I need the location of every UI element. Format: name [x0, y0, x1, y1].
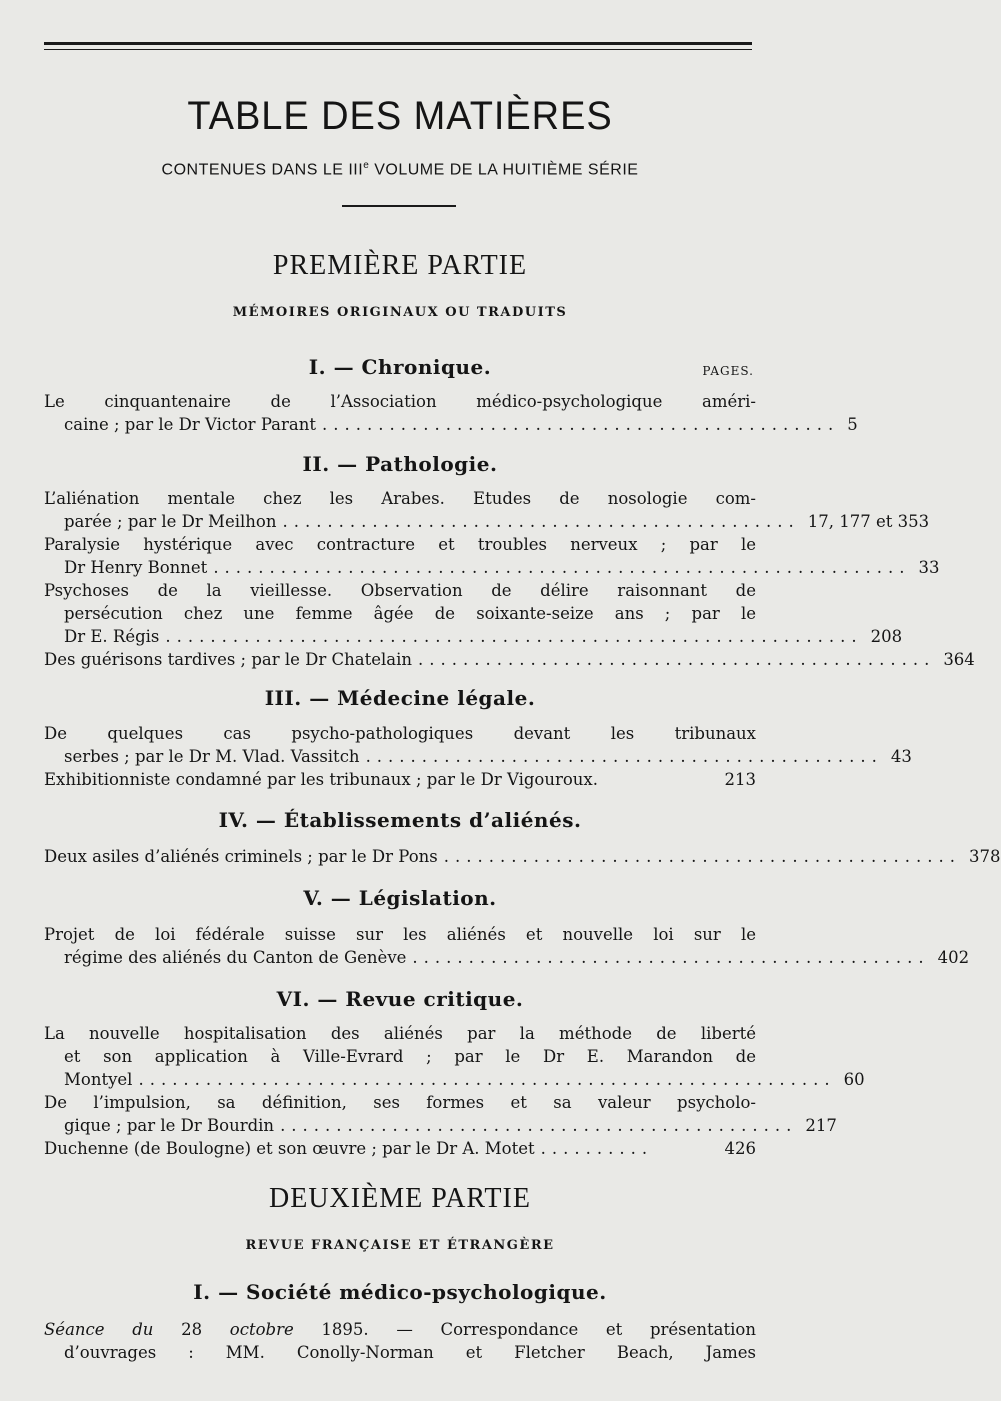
page-number: 5	[847, 415, 858, 434]
entry-line-last: gique ; par le Dr Bourdin .............................................. 217	[64, 1116, 837, 1135]
entry-line-last: Dr E. Régis .............................................................. 208	[64, 627, 903, 646]
entry-line-last: Des guérisons tardives ; par le Dr Chatelain .............................................. 364	[44, 650, 975, 669]
entry-line-last: Montyel .............................................................. 60	[64, 1070, 865, 1089]
pages-column-label: PAGES.	[702, 364, 754, 378]
toc-entry-meilhon	[44, 487, 930, 533]
section-heading-societe: I. — Société médico-psychologique.	[193, 1280, 607, 1304]
page-number: 426	[724, 1139, 756, 1158]
top-rule-thin	[44, 49, 752, 50]
entry-line-last: parée ; par le Dr Meilhon .............................................. 17, 177 et 353	[64, 512, 930, 531]
part-subtitle-2: REVUE FRANÇAISE ET ÉTRANGÈRE	[245, 1238, 555, 1253]
entry-line-last: régime des aliénés du Canton de Genève .............................................. 402	[64, 948, 970, 967]
page-number: 378	[969, 847, 1001, 866]
toc-entry-chatelain	[44, 648, 975, 671]
part-title-2: DEUXIÈME PARTIE	[269, 1183, 531, 1214]
entry-line: La nouvelle hospitalisation des aliénés par la méthode de liberté	[44, 1024, 756, 1043]
toc-entry-vassitch	[44, 722, 912, 768]
section-heading-revue-critique: VI. — Revue critique.	[276, 987, 524, 1011]
entry-line: L’aliénation mentale chez les Arabes. Etudes de nosologie com-	[44, 489, 756, 508]
toc-entry-motet	[44, 1137, 756, 1160]
entry-line: d’ouvrages : MM. Conolly-Norman et Fletcher Beach, James	[64, 1343, 756, 1362]
toc-entry-marandon	[44, 1022, 865, 1091]
entry-line-last: caine ; par le Dr Victor Parant .............................................. 5	[64, 415, 858, 434]
entry-line: De l’impulsion, sa définition, ses formes et sa valeur psycholo-	[44, 1093, 756, 1112]
section-heading-chronique: I. — Chronique.	[308, 355, 492, 379]
page-number: 33	[918, 558, 940, 577]
toc-entry-regis	[44, 579, 903, 648]
toc-entry-parant	[44, 390, 858, 436]
entry-line-last: Duchenne (de Boulogne) et son œuvre ; par le Dr A. Motet .......... 426	[44, 1139, 756, 1158]
page-number: 213	[724, 770, 756, 789]
entry-line: Le cinquantenaire de l’Association médico-psychologique améri-	[44, 392, 756, 411]
section-heading-etablissements: IV. — Établissements d’aliénés.	[218, 808, 582, 832]
section-heading-medecine-legale: III. — Médecine légale.	[264, 686, 536, 710]
page-subtitle: CONTENUES DANS LE IIIe VOLUME DE LA HUITIÈME SÉRIE	[161, 160, 639, 179]
entry-line: De quelques cas psycho-pathologiques devant les tribunaux	[44, 724, 756, 743]
entry-line-last: Exhibitionniste condamné par les tribunaux ; par le Dr Vigouroux. 213	[44, 770, 756, 789]
page-number: 208	[870, 627, 903, 646]
entry-line: persécution chez une femme âgée de soixante-seize ans ; par le	[64, 604, 756, 623]
toc-entry-seance	[44, 1318, 756, 1364]
toc-entry-projet-loi	[44, 923, 970, 969]
page-number: 402	[937, 948, 970, 967]
entry-line-last: Deux asiles d’aliénés criminels ; par le Dr Pons .............................................. 378	[44, 847, 1001, 866]
top-rule-thick	[44, 42, 752, 45]
page-number: 364	[943, 650, 975, 669]
divider-rule	[342, 205, 456, 207]
part-subtitle-1: MÉMOIRES ORIGINAUX OU TRADUITS	[232, 305, 568, 320]
page-number: 17, 177 et 353	[807, 512, 930, 531]
entry-line: Psychoses de la vieillesse. Observation de délire raisonnant de	[44, 581, 756, 600]
entry-line-last: Dr Henry Bonnet .............................................................. 33	[64, 558, 940, 577]
entry-line: et son application à Ville-Evrard ; par le Dr E. Marandon de	[64, 1047, 756, 1066]
toc-entry-bourdin	[44, 1091, 837, 1137]
toc-entry-pons	[44, 845, 1001, 868]
page-number: 60	[843, 1070, 865, 1089]
entry-line-last: serbes ; par le Dr M. Vlad. Vassitch .............................................. 43	[64, 747, 912, 766]
entry-line: Projet de loi fédérale suisse sur les aliénés et nouvelle loi sur le	[44, 925, 756, 944]
page-number: 43	[890, 747, 912, 766]
entry-line: Séance du 28 octobre 1895. — Correspondance et présentation	[44, 1320, 756, 1339]
part-title-1: PREMIÈRE PARTIE	[272, 250, 528, 281]
section-heading-pathologie: II. — Pathologie.	[302, 452, 498, 476]
page-number: 217	[805, 1116, 837, 1135]
toc-entry-vigouroux	[44, 768, 756, 791]
entry-line: Paralysie hystérique avec contracture et troubles nerveux ; par le	[44, 535, 756, 554]
section-heading-legislation: V. — Législation.	[303, 886, 497, 910]
toc-entry-bonnet	[44, 533, 940, 579]
page-title: TABLE DES MATIÈRES	[187, 94, 613, 138]
